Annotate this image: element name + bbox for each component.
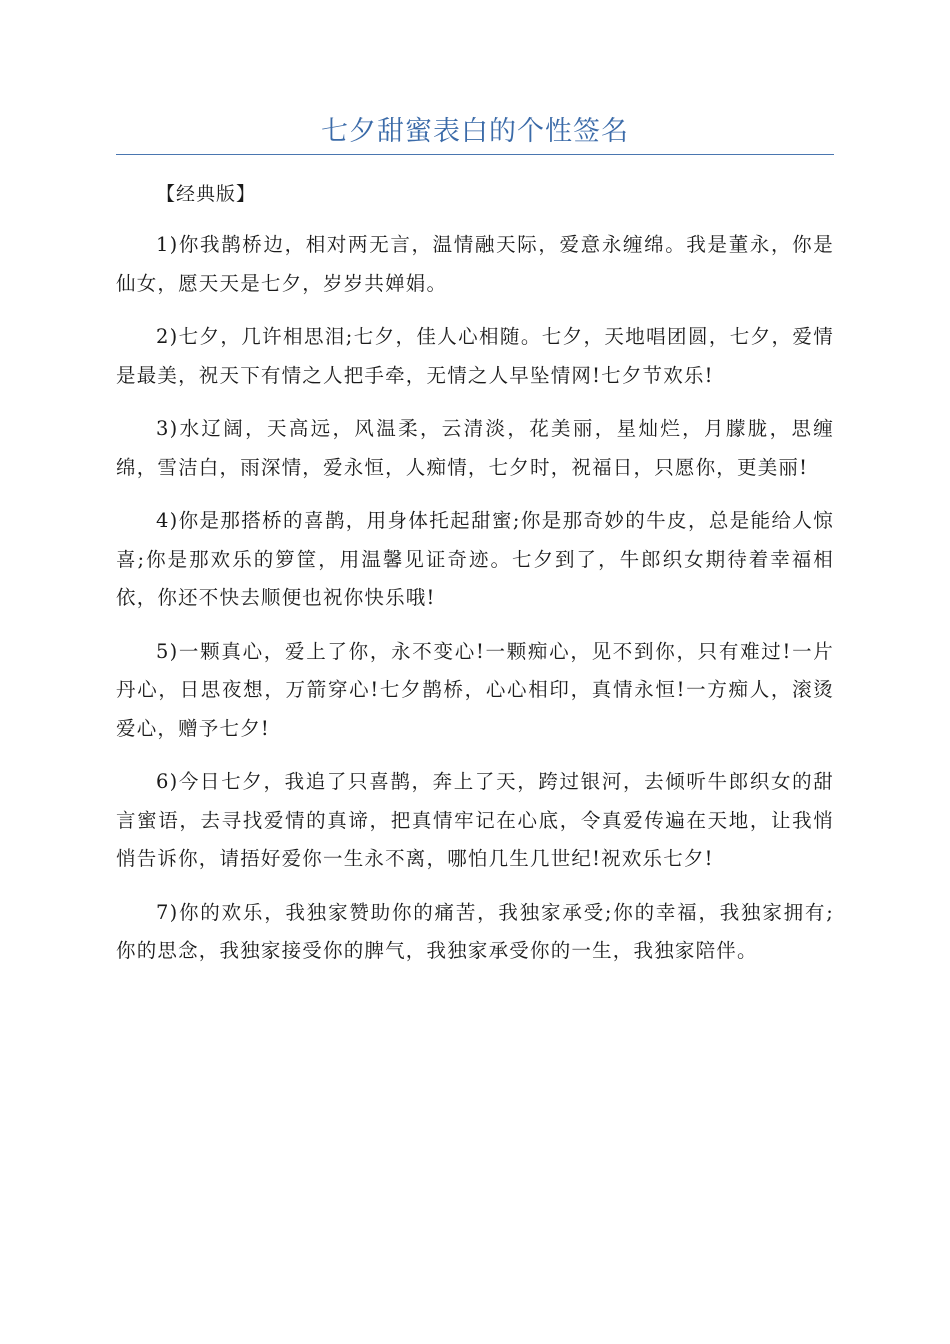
paragraph-6: 6)今日七夕，我追了只喜鹊，奔上了天，跨过银河，去倾听牛郎织女的甜言蜜语，去寻找爱情的真谛，把真情牢记在心底，令真爱传遍在天地，让我悄悄告诉你，请捂好爱你一生永不离，哪怕几生几世纪!祝欢乐七夕! [116,770,834,870]
section-label: 【经典版】 [156,183,257,205]
paragraph-2: 2)七夕，几许相思泪;七夕，佳人心相随。七夕，天地唱团圆，七夕，爱情是最美，祝天下有情之人把手牵，无情之人早坠情网!七夕节欢乐! [116,325,834,387]
paragraph-3: 3)水辽阔，天高远，风温柔，云清淡，花美丽，星灿烂，月朦胧，思缠绵，雪洁白，雨深情，爱永恒，人痴情，七夕时，祝福日，只愿你，更美丽! [116,417,834,479]
title-underline [116,154,834,155]
document-body [116,178,834,986]
paragraph-4: 4)你是那搭桥的喜鹊，用身体托起甜蜜;你是那奇妙的牛皮，总是能给人惊喜;你是那欢乐的箩筐，用温馨见证奇迹。七夕到了，牛郎织女期待着幸福相依，你还不快去顺便也祝你快乐哦! [116,509,834,609]
page-title: 七夕甜蜜表白的个性签名 [321,116,629,147]
paragraph-7: 7)你的欢乐，我独家赞助你的痛苦，我独家承受;你的幸福，我独家拥有;你的思念，我独家接受你的脾气，我独家承受你的一生，我独家陪伴。 [116,900,834,962]
paragraph-1: 1)你我鹊桥边，相对两无言，温情融天际，爱意永缠绵。我是董永，你是仙女，愿天天是七夕，岁岁共婵娟。 [116,233,834,295]
paragraph-5: 5)一颗真心，爱上了你，永不变心!一颗痴心，见不到你，只有难过!一片丹心，日思夜想，万箭穿心!七夕鹊桥，心心相印，真情永恒!一方痴人，滚烫爱心，赠予七夕! [116,639,834,740]
